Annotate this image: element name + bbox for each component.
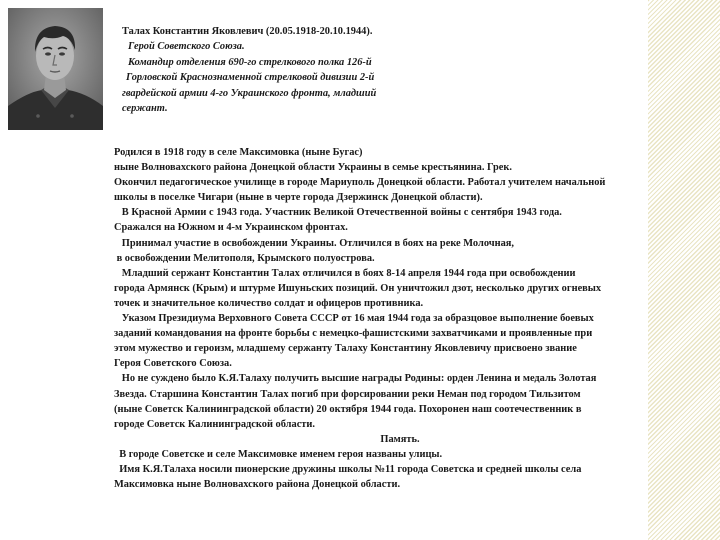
text-line: города Армянск (Крым) и штурме Ишуньских позиций. Он уничтожил дзот, несколько других огневых bbox=[114, 282, 602, 294]
text-line: Максимовка ныне Волновахского района Донецкой области. bbox=[114, 479, 401, 491]
text-line: Звезда. Старшина Константин Талах погиб при форсировании реки Неман под городом Тильзитом bbox=[114, 388, 581, 400]
text-line: Но не суждено было К.Я.Талаху получить высшие награды Родины: орден Ленина и медаль Золотая bbox=[114, 373, 597, 385]
hero-name-dates: Талах Константин Яковлевич (20.05.1918-20.10.1944). bbox=[122, 26, 373, 37]
caption-line: Горловской Краснознаменной стрелковой дивизии 2-й bbox=[126, 72, 375, 84]
text-line: Окончил педагогическое училище в городе Мариуполь Донецкой области. Работал учителем начальной bbox=[114, 177, 606, 189]
text-line: Родился в 1918 году в селе Максимовка (ныне Бугас) bbox=[114, 147, 363, 158]
text-line: в освобождении Мелитополя, Крымского полуострова. bbox=[114, 252, 375, 264]
text-line: В городе Советске и селе Максимовке именем героя названы улицы. bbox=[114, 448, 443, 460]
text-line: Младший сержант Константин Талах отличился в боях 8-14 апреля 1944 года при освобождении bbox=[114, 267, 576, 279]
memory-heading: Память. bbox=[380, 433, 420, 445]
portrait-caption bbox=[122, 24, 422, 116]
biography-text bbox=[114, 145, 686, 492]
text-line: Имя К.Я.Талаха носили пионерские дружины школы №11 города Советска и средней школы села bbox=[114, 463, 582, 475]
portrait-photo bbox=[8, 8, 103, 130]
text-line: Героя Советского Союза. bbox=[114, 358, 232, 370]
text-line: Указом Президиума Верховного Совета СССР от 16 мая 1944 года за образцовое выполнение боевых bbox=[114, 313, 594, 325]
caption-line: гвардейской армии 4-го Украинского фронта, младший bbox=[122, 87, 377, 99]
text-line: этом мужество и героизм, младшему сержанту Талаху Константину Яковлевичу присвоено звание bbox=[114, 343, 577, 355]
text-line: Принимал участие в освобождении Украины. Отличился в боях на реке Молочная, bbox=[114, 237, 515, 249]
hero-title: Герой Советского Союза. bbox=[128, 41, 245, 53]
caption-line: сержант. bbox=[122, 103, 168, 115]
text-line: городе Советск Калининградской области. bbox=[114, 418, 315, 430]
text-line: ныне Волновахского района Донецкой области Украины в семье крестьянина. Грек. bbox=[114, 162, 512, 174]
text-line: Сражался на Южном и 4-м Украинском фронтах. bbox=[114, 222, 348, 234]
text-line: заданий командования на фронте борьбы с немецко-фашистскими захватчиками и проявленные при bbox=[114, 328, 593, 340]
caption-line: Командир отделения 690-го стрелкового полка 126-й bbox=[128, 56, 372, 68]
text-line: (ныне Советск Калининградской области) 20 октября 1944 года. Похоронен наш соотечественник в bbox=[114, 403, 582, 415]
text-line: В Красной Армии с 1943 года. Участник Великой Отечественной войны с сентября 1943 года. bbox=[114, 207, 562, 219]
text-line: точек и значительное количество солдат и офицеров противника. bbox=[114, 297, 424, 309]
text-line: школы в поселке Чигари (ныне в черте города Дзержинск Донецкой области). bbox=[114, 192, 483, 204]
